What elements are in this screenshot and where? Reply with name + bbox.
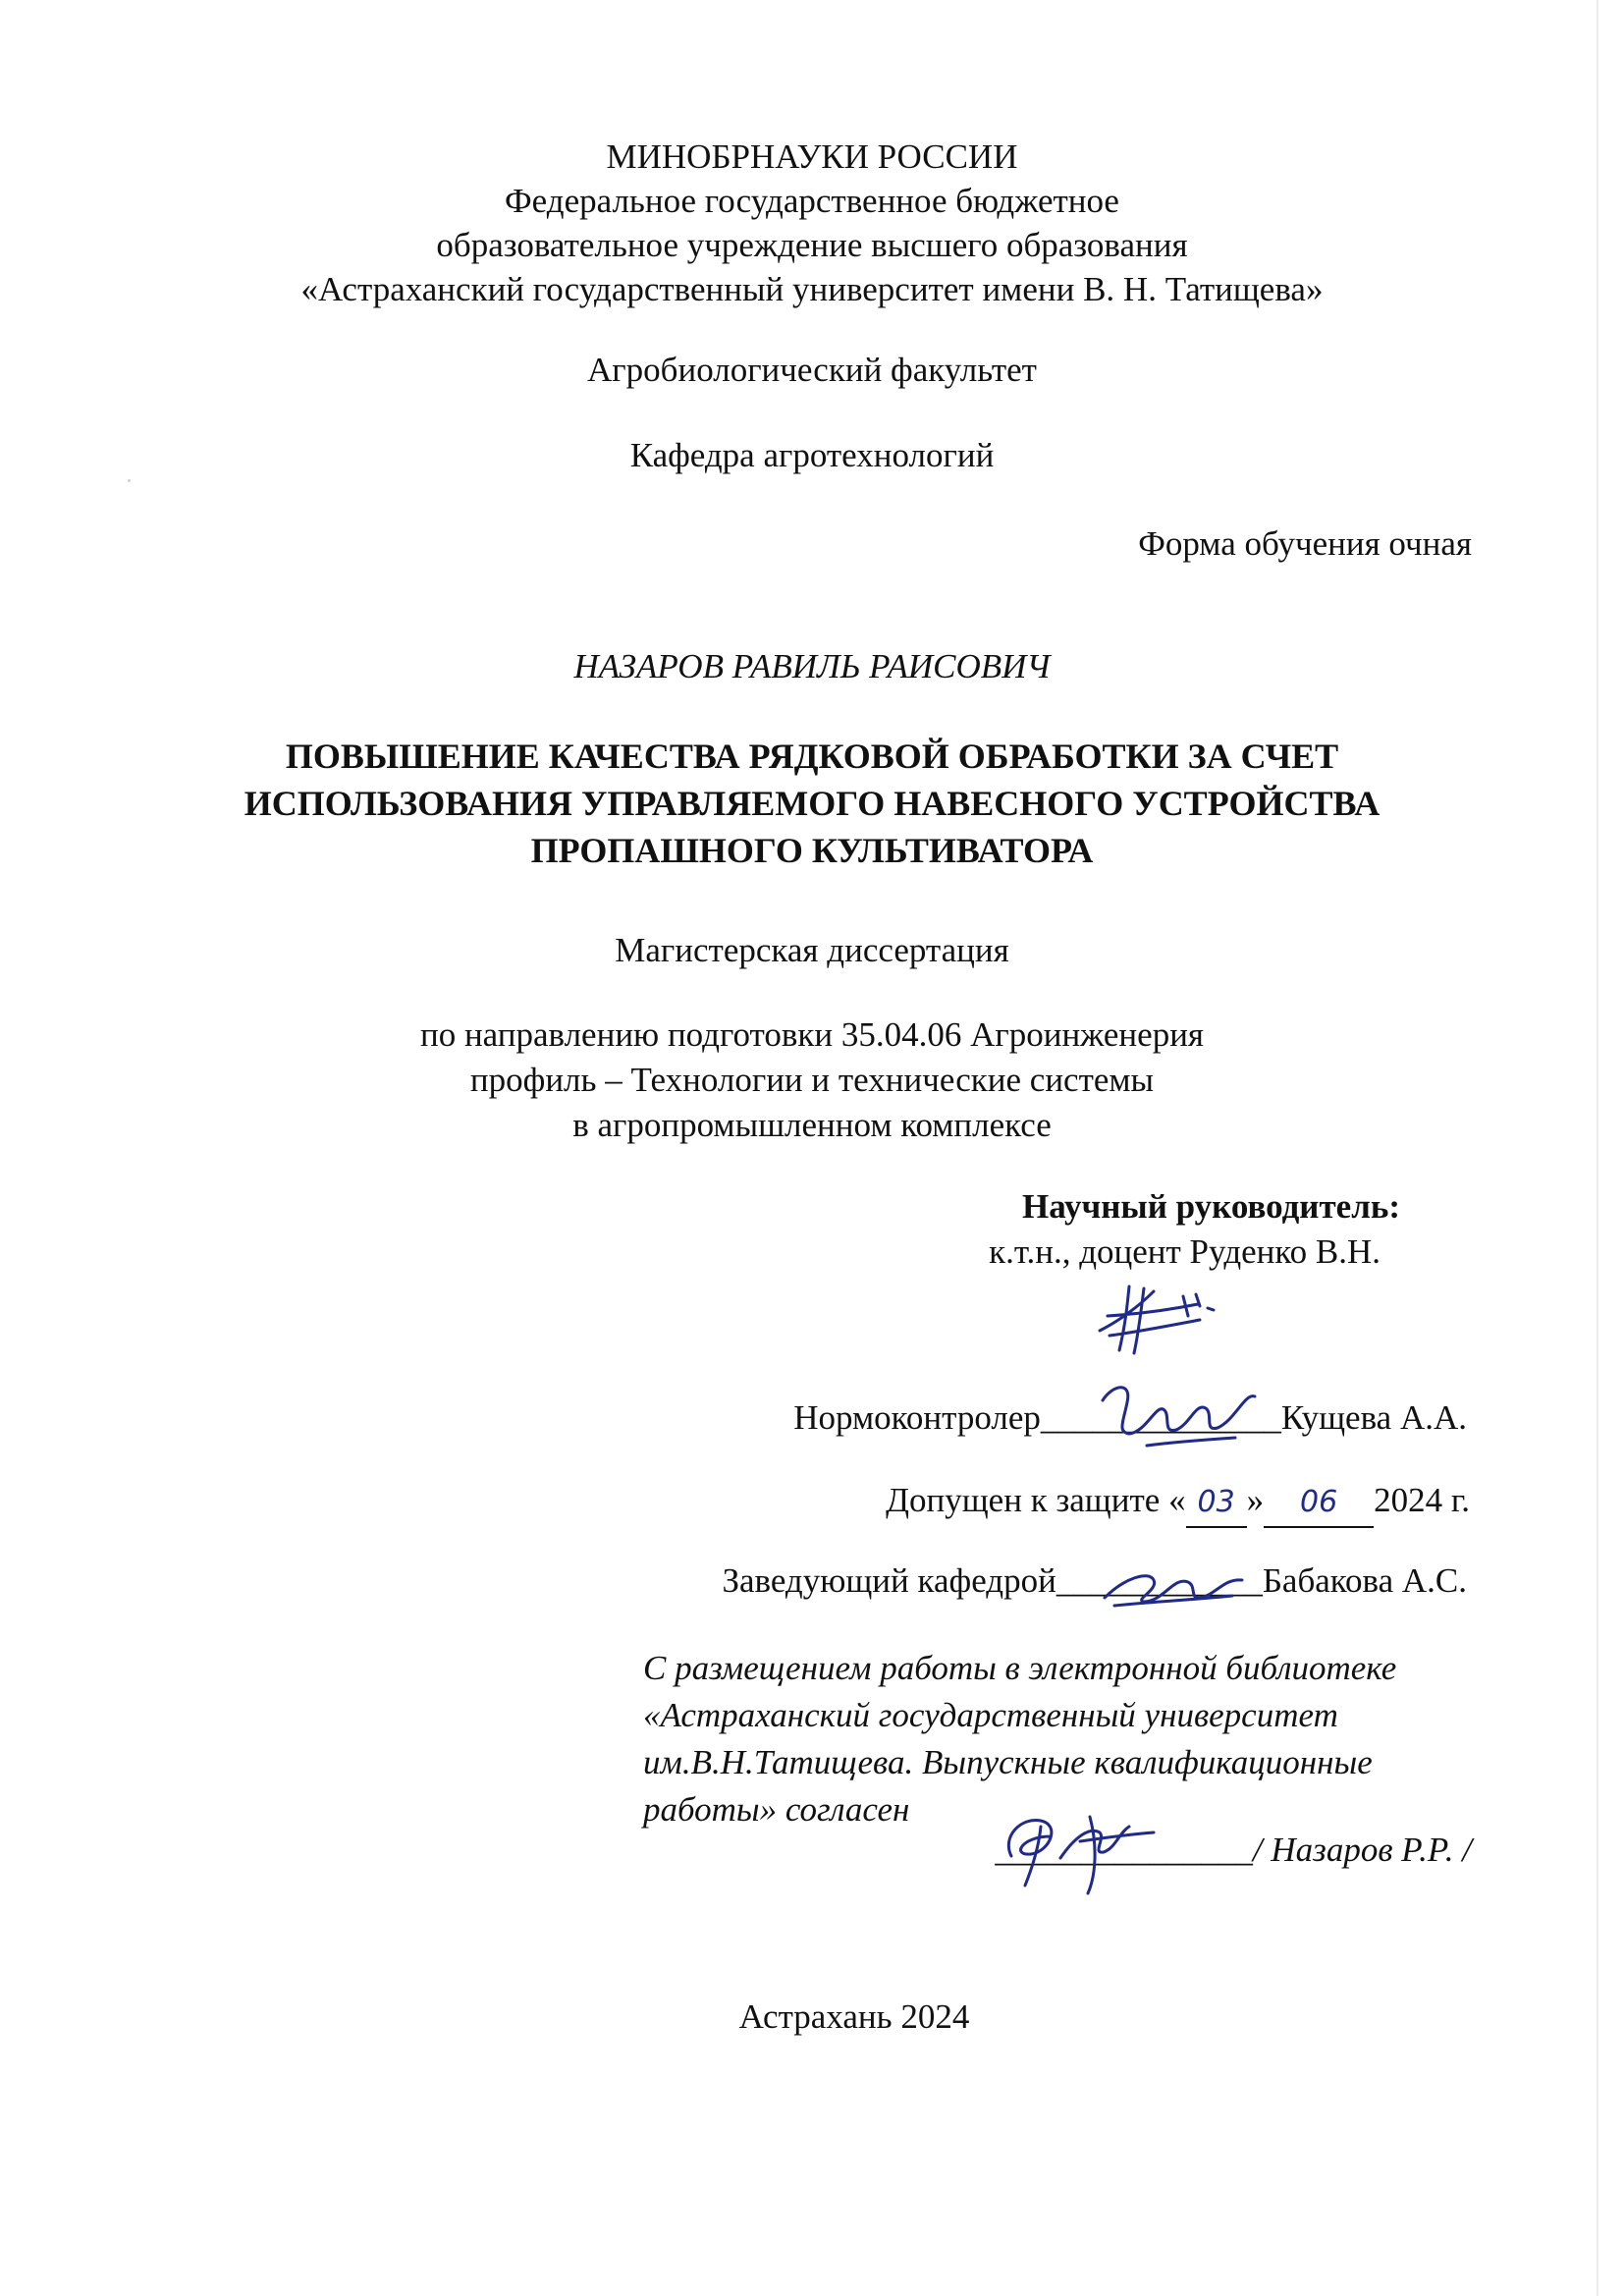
consent-line-2: «Астраханский государственный университет (643, 1696, 1338, 1734)
institution-line-1: Федеральное государственное бюджетное (505, 182, 1119, 220)
head-name: Бабакова А.С. (1262, 1561, 1467, 1600)
normocontrol-name: Кущева А.А. (1280, 1398, 1467, 1437)
work-type: Магистерская диссертация (615, 931, 1009, 969)
defense-year: 2024 г. (1374, 1481, 1470, 1519)
defense-day: 03 (1186, 1479, 1247, 1528)
department: Кафедра агротехнологий (629, 436, 995, 474)
study-form: Форма обучения очная (1138, 524, 1472, 563)
direction-line-3: в агропромышленном комплексе (572, 1106, 1052, 1144)
normocontrol-label: Нормоконтролер (793, 1398, 1041, 1437)
normocontrol-signature (1088, 1373, 1265, 1456)
consent-line-4: работы» согласен (643, 1790, 910, 1829)
institution-line-2: образовательное учреждение высшего образования (436, 226, 1188, 264)
thesis-title-line-3: ПРОПАШНОГО КУЛЬТИВАТОРА (530, 831, 1094, 870)
thesis-title-line-1: ПОВЫШЕНИЕ КАЧЕСТВА РЯДКОВОЙ ОБРАБОТКИ ЗА СЧЕТ (285, 737, 1339, 776)
consent-line-3: им.В.Н.Татищева. Выпускные квалификационные (643, 1743, 1373, 1781)
supervisor-name: к.т.н., доцент Руденко В.Н. (989, 1232, 1380, 1271)
ministry-line: МИНОБРНАУКИ РОССИИ (606, 137, 1018, 176)
direction-line-2: профиль – Технологии и технические системы (469, 1061, 1155, 1099)
institution-line-3: «Астраханский государственный университет имени В. Н. Татищева» (300, 270, 1324, 308)
defense-mid: » (1246, 1481, 1265, 1519)
head-blank: ____________ (1056, 1561, 1263, 1600)
head-signature (1095, 1557, 1252, 1615)
faculty: Агробиологический факультет (587, 351, 1037, 389)
consent-sign-blank: _______________ (995, 1831, 1253, 1869)
defense-month: 06 (1264, 1479, 1374, 1528)
defense-row (886, 1477, 1470, 1528)
direction-line-1: по направлению подготовки 35.04.06 Агроинженерия (419, 1015, 1205, 1054)
supervisor-label: Научный руководитель: (1022, 1187, 1400, 1226)
author-name: НАЗАРОВ РАВИЛЬ РАИСОВИЧ (573, 647, 1051, 685)
author-signature (982, 1797, 1164, 1895)
supervisor-signature (1090, 1277, 1218, 1355)
consent-line-1: С размещением работы в электронной библиотеке (643, 1649, 1397, 1687)
scan-dust (128, 479, 131, 482)
thesis-title-line-2: ИСПОЛЬЗОВАНИЯ УПРАВЛЯЕМОГО НАВЕСНОГО УСТРОЙСТВА (244, 784, 1380, 823)
consent-sign-name: / Назаров Р.Р. / (1252, 1831, 1472, 1869)
defense-label: Допущен к защите « (886, 1481, 1186, 1519)
normocontrol-blank: ______________ (1040, 1398, 1281, 1437)
head-label: Заведующий кафедрой (722, 1561, 1056, 1600)
city-year: Астрахань 2024 (738, 1997, 970, 2036)
